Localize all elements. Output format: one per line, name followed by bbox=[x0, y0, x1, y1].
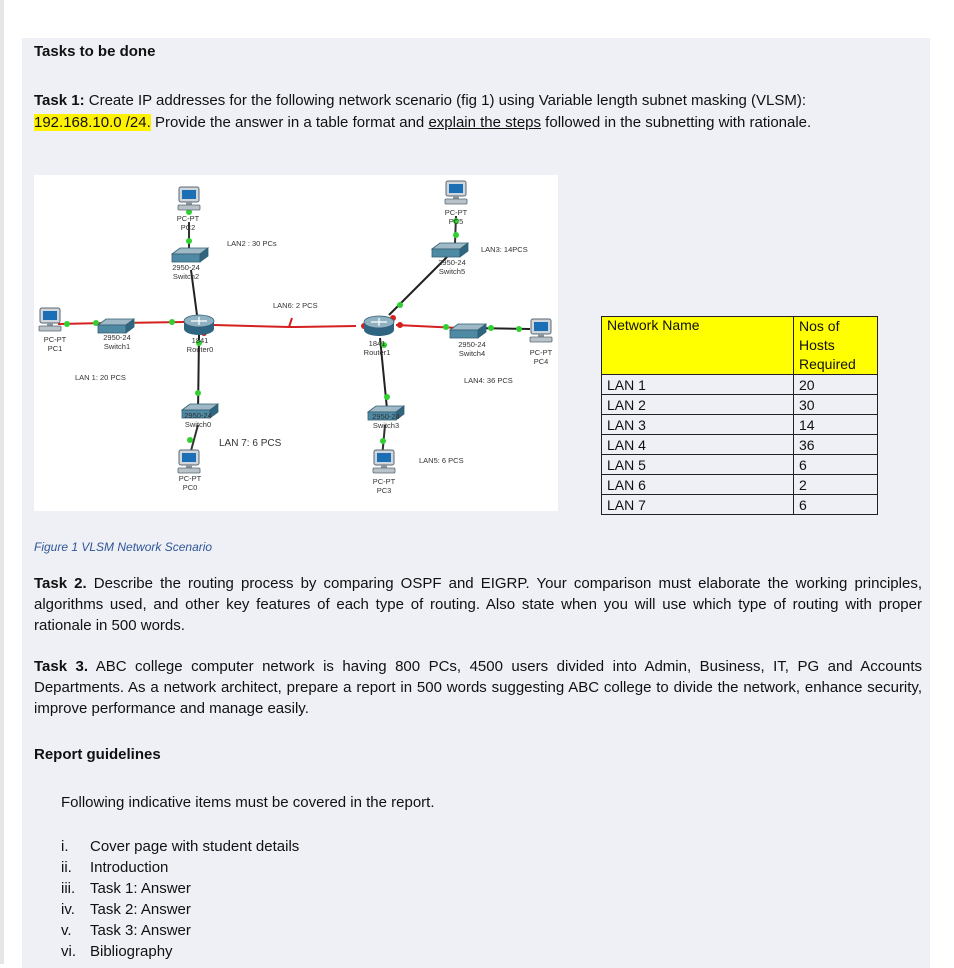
list-item bbox=[61, 857, 299, 878]
pc5-name: PC5 bbox=[448, 217, 464, 226]
pc4-name: PC4 bbox=[533, 357, 549, 366]
page-left-edge bbox=[0, 0, 4, 964]
lan-hosts: 30 bbox=[794, 395, 878, 415]
router0-name: Router0 bbox=[186, 345, 214, 354]
router1-name: Router1 bbox=[363, 348, 391, 357]
switch2-type: 2950-24 bbox=[172, 263, 200, 272]
task1-paragraph bbox=[34, 90, 914, 134]
pc1-type: PC-PT bbox=[43, 335, 67, 344]
item-text: Cover page with student details bbox=[90, 838, 300, 855]
task1-label: Task 1: bbox=[34, 92, 85, 109]
pc3-icon bbox=[373, 450, 395, 473]
router1-icon bbox=[364, 316, 394, 336]
lan-hosts: 36 bbox=[794, 435, 878, 455]
pc2-icon bbox=[178, 187, 200, 210]
pc0-name: PC0 bbox=[182, 483, 198, 492]
pc3-name: PC3 bbox=[376, 486, 392, 495]
item-text: Bibliography bbox=[90, 943, 173, 960]
pc5-icon bbox=[445, 181, 467, 204]
item-number: iii. bbox=[61, 880, 76, 897]
task2-paragraph bbox=[34, 573, 922, 636]
list-item bbox=[61, 836, 299, 857]
pc1-name: PC1 bbox=[47, 344, 63, 353]
header-hosts bbox=[794, 317, 878, 375]
switch3-name: Switch3 bbox=[372, 421, 400, 430]
lan1-label: LAN 1: 20 PCS bbox=[75, 373, 126, 382]
switch2-icon bbox=[172, 248, 208, 262]
item-text: Task 1: Answer bbox=[90, 880, 191, 897]
task1-text-b: Provide the answer in a table format and bbox=[150, 114, 429, 131]
table-row bbox=[602, 435, 878, 455]
lan6-label: LAN6: 2 PCS bbox=[273, 301, 318, 310]
task1-address: 192.168.10.0 /24. bbox=[34, 114, 151, 131]
lan-name: LAN 3 bbox=[602, 415, 794, 435]
router0-type: 1841 bbox=[191, 336, 209, 345]
switch5-type: 2950-24 bbox=[438, 258, 466, 267]
lan-name: LAN 2 bbox=[602, 395, 794, 415]
pc1-icon bbox=[39, 308, 61, 331]
pc3-type: PC-PT bbox=[372, 477, 396, 486]
table-row bbox=[602, 475, 878, 495]
pc0-icon bbox=[178, 450, 200, 473]
switch4-name: Switch4 bbox=[458, 349, 486, 358]
item-text: Task 3: Answer bbox=[90, 922, 191, 939]
pc4-type: PC-PT bbox=[529, 348, 553, 357]
table-row bbox=[602, 495, 878, 515]
task2-label: Task 2. bbox=[34, 575, 87, 592]
item-text: Task 2: Answer bbox=[90, 901, 191, 918]
list-item bbox=[61, 899, 299, 920]
item-number: v. bbox=[61, 922, 72, 939]
task1-underlined: explain the steps bbox=[428, 114, 542, 131]
task3-text: ABC college computer network is having 800 PCs, 4500 users divided into Admin, Business, IT, PG and Accounts Departments. As a network architect, prepare a report in 500 words suggesting ABC college to divide the network, enhance security, improve performance and manage easily. bbox=[34, 658, 922, 717]
section-heading: Tasks to be done bbox=[34, 43, 156, 60]
lan2-label: LAN2 : 30 PCs bbox=[227, 239, 277, 248]
figure-caption: Figure 1 VLSM Network Scenario bbox=[34, 540, 213, 554]
switch4-icon bbox=[450, 324, 486, 338]
switch0-type: 2950-24 bbox=[184, 411, 212, 420]
pc5-type: PC-PT bbox=[444, 208, 468, 217]
list-item bbox=[61, 878, 299, 899]
network-diagram bbox=[34, 175, 558, 511]
switch1-icon bbox=[98, 319, 134, 333]
pc4-icon bbox=[530, 319, 552, 342]
list-item bbox=[61, 920, 299, 941]
router1-type: 1841 bbox=[368, 339, 386, 348]
task3-label: Task 3. bbox=[34, 658, 89, 675]
list-item bbox=[61, 941, 299, 962]
item-number: vi. bbox=[61, 943, 76, 960]
lan-name: LAN 5 bbox=[602, 455, 794, 475]
switch2-name: Switch2 bbox=[172, 272, 200, 281]
lan-hosts: 6 bbox=[794, 495, 878, 515]
header-network-name: Network Name bbox=[602, 317, 794, 375]
lan-name: LAN 1 bbox=[602, 375, 794, 395]
report-items-list bbox=[61, 836, 299, 962]
table-row bbox=[602, 415, 878, 435]
lan-name: LAN 4 bbox=[602, 435, 794, 455]
item-number: ii. bbox=[61, 859, 72, 876]
task1-text-a: Create IP addresses for the following network scenario (fig 1) using Variable length subnet masking (VLSM): bbox=[84, 92, 807, 109]
report-heading: Report guidelines bbox=[34, 746, 161, 763]
lan-hosts: 14 bbox=[794, 415, 878, 435]
table-header-row bbox=[602, 317, 878, 375]
item-number: i. bbox=[61, 838, 69, 855]
header-hosts-line1: Nos of Hosts bbox=[799, 318, 840, 353]
lan3-label: LAN3: 14PCS bbox=[481, 245, 528, 254]
lan-hosts: 6 bbox=[794, 455, 878, 475]
table-row bbox=[602, 455, 878, 475]
task2-text: Describe the routing process by comparing OSPF and EIGRP. Your comparison must elaborate the working principles, algorithms used, and other key features of each type of routing. Also state when you will use which type of routing with proper rationale in 500 words. bbox=[34, 575, 922, 634]
lan-name: LAN 6 bbox=[602, 475, 794, 495]
task1-text-c: followed in the subnetting with rationale. bbox=[541, 114, 812, 131]
table-row bbox=[602, 375, 878, 395]
switch3-type: 2950-24 bbox=[372, 412, 400, 421]
lan5-label: LAN5: 6 PCS bbox=[419, 456, 464, 465]
item-text: Introduction bbox=[90, 859, 169, 876]
item-number: iv. bbox=[61, 901, 75, 918]
hosts-table bbox=[601, 316, 878, 515]
lan7-label: LAN 7: 6 PCS bbox=[219, 438, 282, 449]
lan-hosts: 20 bbox=[794, 375, 878, 395]
switch0-name: Switch0 bbox=[184, 420, 212, 429]
switch4-type: 2950-24 bbox=[458, 340, 486, 349]
table-row bbox=[602, 395, 878, 415]
report-intro: Following indicative items must be covered in the report. bbox=[61, 794, 435, 811]
pc0-type: PC-PT bbox=[178, 474, 202, 483]
pc2-name: PC2 bbox=[180, 223, 196, 232]
lan-name: LAN 7 bbox=[602, 495, 794, 515]
router0-icon bbox=[184, 315, 214, 335]
pc2-type: PC-PT bbox=[176, 214, 200, 223]
switch1-name: Switch1 bbox=[103, 342, 131, 351]
switch5-name: Switch5 bbox=[438, 267, 466, 276]
switch5-icon bbox=[432, 243, 468, 257]
task3-paragraph bbox=[34, 656, 922, 719]
switch1-type: 2950-24 bbox=[103, 333, 131, 342]
lan4-label: LAN4: 36 PCS bbox=[464, 376, 513, 385]
lan-hosts: 2 bbox=[794, 475, 878, 495]
header-hosts-line2: Required bbox=[799, 356, 856, 372]
